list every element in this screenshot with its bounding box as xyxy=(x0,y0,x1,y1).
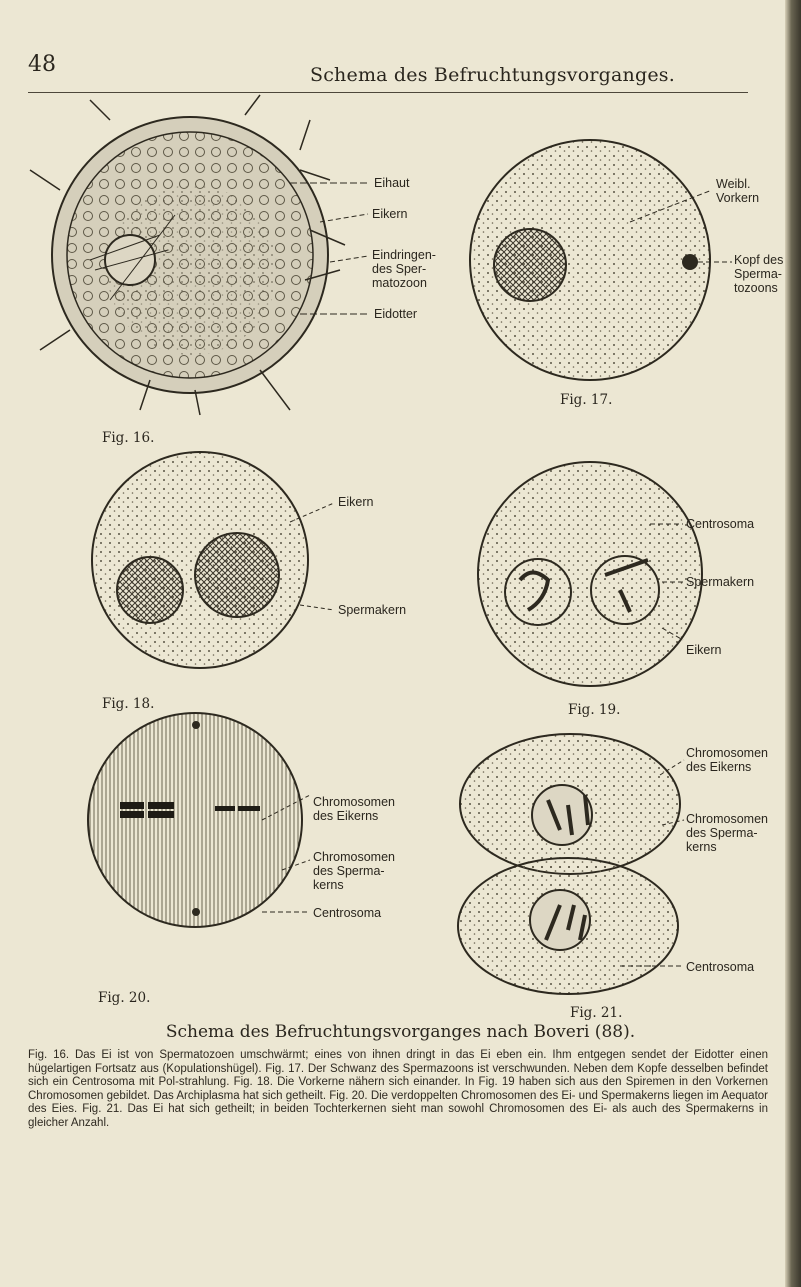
fig21-caption: Fig. 21. xyxy=(570,1005,623,1021)
schema-title: Schema des Befruchtungsvorganges nach Boveri (88). xyxy=(165,1022,636,1042)
caption-paragraph: Fig. 16. Das Ei ist von Spermatozoen umschwärmt; eines von ihnen dringt in das Ei eben ein. Ihm entgegen sendet der Eidotter einen hügelartigen Fortsatz aus (Kopulationshügel). Fig. 17. Der Schwanz des Spermazoons ist verschwunden. Neben dem Kopfe desselben befindet sich ein Centrosoma mit Pol-strahlung. Fig. 18. Die Vorkerne nähern sich einander. In Fig. 19 haben sich aus den Spiremen in den Vorkernen Chromosomen gebildet. Das Archiplasma hat sich getheilt. Fig. 20. Die verdoppelten Chromosomen des Ei- und Spermakerns liegen im Aequator des Eies. Fig. 21. Das Ei hat sich getheilt; in beiden Tochterkernen sieht man sowohl Chromosomen des Ei- als auch des Spermakerns in gleicher Anzahl. xyxy=(28,1049,768,1129)
fig21-label-chromosomen-ei: Chromosomen des Eikerns xyxy=(686,746,768,774)
fig16-drawing xyxy=(30,95,345,415)
fig16-caption: Fig. 16. xyxy=(102,430,155,446)
running-head: Schema des Befruchtungsvorganges. xyxy=(310,64,675,86)
fig18-caption: Fig. 18. xyxy=(102,696,155,712)
fig20-label-chromosomen-ei: Chromosomen des Eikerns xyxy=(313,795,395,823)
fig19-label-spermakern: Spermakern xyxy=(686,575,755,589)
fig17-caption: Fig. 17. xyxy=(560,392,613,408)
fig19-label-centrosoma: Centrosoma xyxy=(686,517,755,531)
fig16-label-eindringen: Eindringen- des Sper- matozoon xyxy=(372,248,436,290)
fig18-label-spermakern: Spermakern xyxy=(338,603,407,617)
fig16-label-eihaut: Eihaut xyxy=(374,176,410,190)
fig17-drawing xyxy=(470,140,710,380)
fig16-label-eidotter: Eidotter xyxy=(374,307,418,321)
fig20-caption: Fig. 20. xyxy=(98,990,151,1006)
fig21-label-centrosoma: Centrosoma xyxy=(686,960,755,974)
fig17-label-kopf: Kopf des Sperma- tozoons xyxy=(734,253,784,295)
fig20-label-chromosomen-sperma: Chromosomen des Sperma- kerns xyxy=(313,850,395,892)
fig18-label-eikern: Eikern xyxy=(338,495,374,509)
fig19-caption: Fig. 19. xyxy=(568,702,621,718)
fig16-label-eikern: Eikern xyxy=(372,207,408,221)
fig17-label-weibl-vorkern: Weibl. Vorkern xyxy=(716,177,760,205)
fig19-label-eikern: Eikern xyxy=(686,643,722,657)
fig21-drawing xyxy=(458,734,680,994)
fig18-drawing xyxy=(92,452,308,668)
fig20-label-centrosoma: Centrosoma xyxy=(313,906,382,920)
fig19-drawing xyxy=(478,462,702,686)
fig21-label-chromosomen-sperma: Chromosomen des Sperma- kerns xyxy=(686,812,768,854)
page-number: 48 xyxy=(28,52,56,77)
fig20-drawing xyxy=(88,713,302,927)
